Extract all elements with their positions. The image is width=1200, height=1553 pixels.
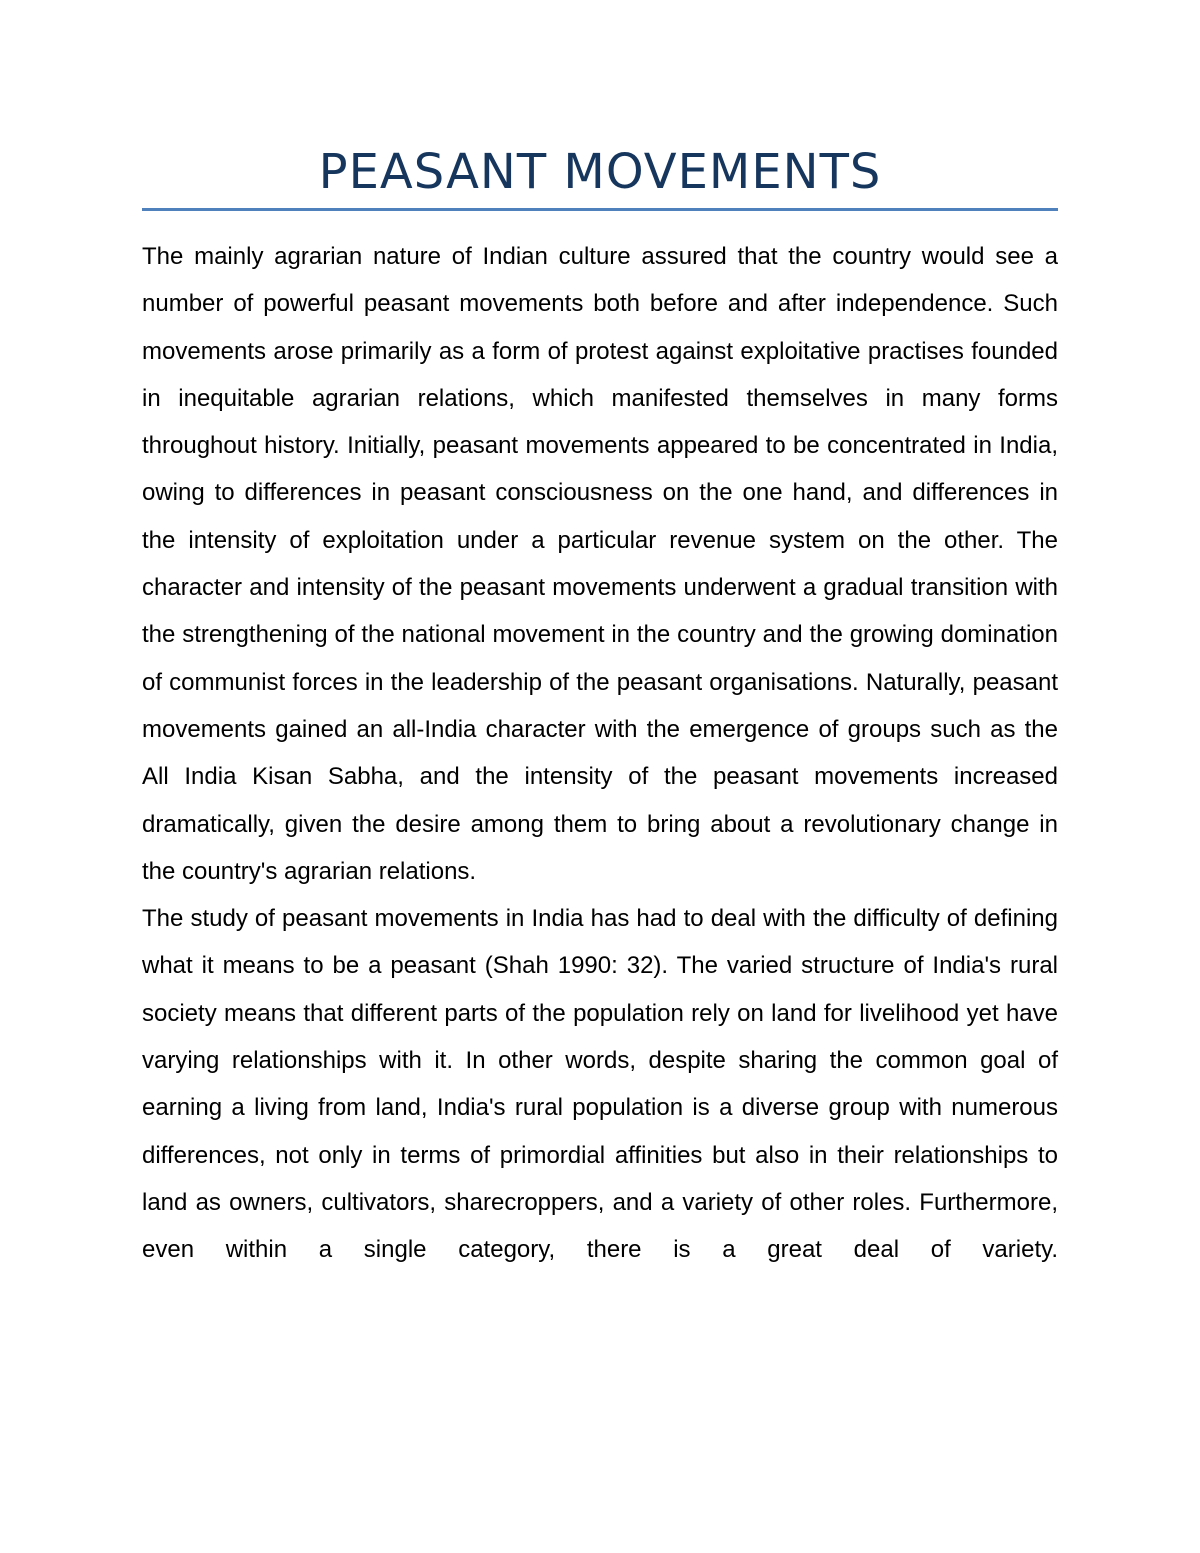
- document-body: [142, 233, 1058, 1274]
- page-title: PEASANT MOVEMENTS: [318, 144, 882, 200]
- body-paragraph-2: The study of peasant movements in India has had to deal with the difficulty of defining what it means to be a peasant (Shah 1990: 32). The varied structure of India's rural society means that different parts of the population rely on land for livelihood yet have varying relationships with it. In other words, despite sharing the common goal of earning a living from land, India's rural population is a diverse group with numerous differences, not only in terms of primordial affinities but also in their relationships to land as owners, cultivators, sharecroppers, and a variety of other roles. Furthermore, even within a single category, there is a great deal of variety.: [142, 905, 1058, 1264]
- body-paragraph-1: The mainly agrarian nature of Indian culture assured that the country would see a number of powerful peasant movements both before and after independence. Such movements arose primarily as a form of protest against exploitative practises founded in inequitable agrarian relations, which manifested themselves in many forms throughout history. Initially, peasant movements appeared to be concentrated in India, owing to differences in peasant consciousness on the one hand, and differences in the intensity of exploitation under a particular revenue system on the other. The character and intensity of the peasant movements underwent a gradual transition with the strengthening of the national movement in the country and the growing domination of communist forces in the leadership of the peasant organisations. Naturally, peasant movements gained an all-India character with the emergence of groups such as the All India Kisan Sabha, and the intensity of the peasant movements increased dramatically, given the desire among them to bring about a revolutionary change in the country's agrarian relations.: [142, 243, 1058, 885]
- title-underline-divider: [142, 208, 1058, 211]
